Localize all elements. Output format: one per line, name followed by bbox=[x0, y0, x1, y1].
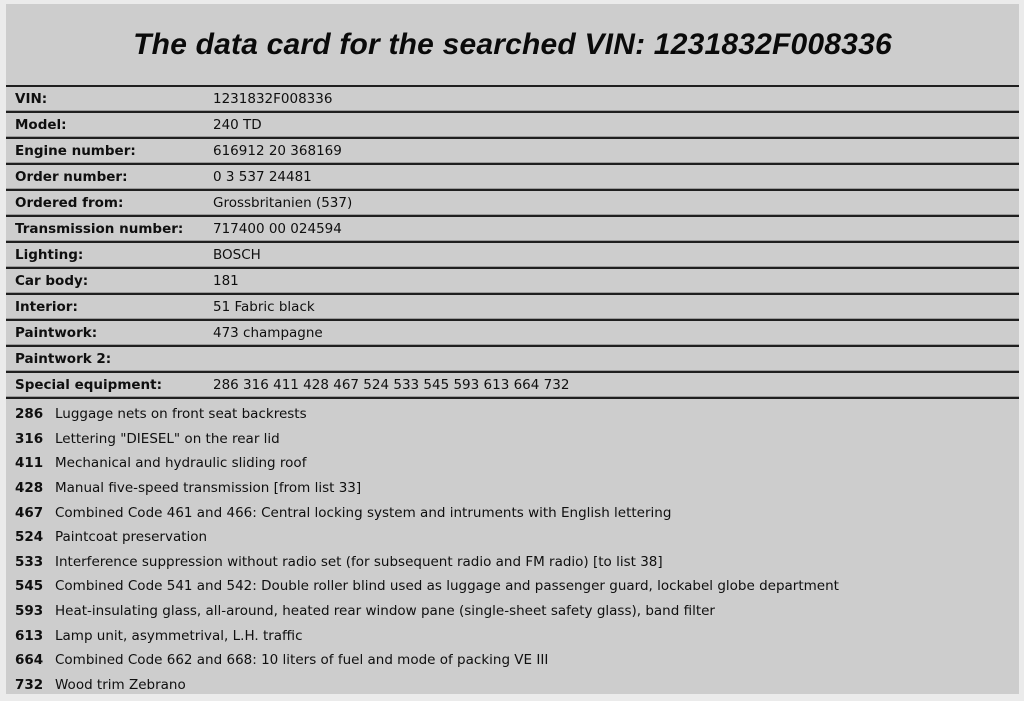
equipment-code-row bbox=[6, 574, 1019, 599]
table-row-engine-number bbox=[6, 137, 1019, 163]
equipment-code: 533 bbox=[15, 553, 44, 570]
field-value: BOSCH bbox=[213, 246, 261, 263]
equipment-code: 428 bbox=[15, 480, 44, 497]
table-row-special-equipment bbox=[6, 371, 1019, 397]
field-value: 51 Fabric black bbox=[213, 298, 315, 315]
field-value: 616912 20 368169 bbox=[213, 142, 342, 159]
equipment-code: 593 bbox=[15, 603, 44, 620]
field-value: 286 316 411 428 467 524 533 545 593 613 664 732 bbox=[213, 376, 570, 393]
equipment-code-row bbox=[6, 476, 1019, 501]
field-label: Transmission number: bbox=[15, 220, 184, 237]
equipment-code-row bbox=[6, 599, 1019, 624]
equipment-code: 664 bbox=[15, 652, 44, 669]
equipment-code-row bbox=[6, 648, 1019, 673]
table-row-ordered-from bbox=[6, 189, 1019, 215]
field-label: Car body: bbox=[15, 272, 89, 289]
field-label: Paintwork 2: bbox=[15, 350, 112, 367]
field-label: VIN: bbox=[15, 90, 48, 107]
field-label: Ordered from: bbox=[15, 194, 124, 211]
field-value: 0 3 537 24481 bbox=[213, 168, 312, 185]
equipment-code-row bbox=[6, 623, 1019, 648]
equipment-code-list bbox=[6, 399, 1019, 697]
field-label: Model: bbox=[15, 116, 67, 133]
equipment-description: Heat-insulating glass, all-around, heated rear window pane (single-sheet safety glass), band filter bbox=[55, 603, 715, 620]
equipment-description: Luggage nets on front seat backrests bbox=[55, 406, 307, 423]
equipment-description: Manual five-speed transmission [from list 33] bbox=[55, 480, 362, 497]
table-row-interior bbox=[6, 293, 1019, 319]
equipment-description: Combined Code 461 and 466: Central locking system and intruments with English lettering bbox=[55, 504, 672, 521]
vehicle-details-table bbox=[6, 85, 1019, 399]
equipment-description: Lamp unit, asymmetrival, L.H. traffic bbox=[55, 627, 303, 644]
table-row-paintwork bbox=[6, 319, 1019, 345]
equipment-description: Mechanical and hydraulic sliding roof bbox=[55, 455, 307, 472]
page-title: The data card for the searched VIN: 1231832F008336 bbox=[133, 27, 892, 61]
equipment-description: Paintcoat preservation bbox=[55, 529, 208, 546]
equipment-code-row bbox=[6, 427, 1019, 452]
field-label: Lighting: bbox=[15, 246, 84, 263]
equipment-code-row bbox=[6, 402, 1019, 427]
equipment-code-row bbox=[6, 673, 1019, 698]
field-label: Engine number: bbox=[15, 142, 136, 159]
table-row-transmission-number bbox=[6, 215, 1019, 241]
equipment-code-row bbox=[6, 451, 1019, 476]
table-row-lighting bbox=[6, 241, 1019, 267]
field-label: Paintwork: bbox=[15, 324, 98, 341]
field-label: Special equipment: bbox=[15, 376, 163, 393]
field-value: 240 TD bbox=[213, 116, 262, 133]
equipment-description: Combined Code 541 and 542: Double roller blind used as luggage and passenger guard, lockabel globe department bbox=[55, 578, 839, 595]
table-row-car-body bbox=[6, 267, 1019, 293]
equipment-code: 467 bbox=[15, 504, 44, 521]
table-row-vin bbox=[6, 85, 1019, 111]
field-value: 181 bbox=[213, 272, 239, 289]
equipment-code: 286 bbox=[15, 406, 44, 423]
equipment-code: 545 bbox=[15, 578, 44, 595]
equipment-description: Wood trim Zebrano bbox=[55, 676, 186, 693]
equipment-description: Interference suppression without radio set (for subsequent radio and FM radio) [to list 38] bbox=[55, 553, 663, 570]
equipment-code: 524 bbox=[15, 529, 44, 546]
field-label: Order number: bbox=[15, 168, 128, 185]
field-value: 1231832F008336 bbox=[213, 90, 333, 107]
equipment-code-row bbox=[6, 525, 1019, 550]
equipment-code: 732 bbox=[15, 676, 44, 693]
equipment-code-row bbox=[6, 550, 1019, 575]
equipment-description: Lettering "DIESEL" on the rear lid bbox=[55, 430, 280, 447]
equipment-code: 613 bbox=[15, 627, 44, 644]
table-row-paintwork-2 bbox=[6, 345, 1019, 371]
field-label: Interior: bbox=[15, 298, 78, 315]
data-card-page bbox=[6, 4, 1019, 694]
equipment-description: Combined Code 662 and 668: 10 liters of fuel and mode of packing VE III bbox=[55, 652, 549, 669]
table-row-model bbox=[6, 111, 1019, 137]
equipment-code: 411 bbox=[15, 455, 44, 472]
field-value: 473 champagne bbox=[213, 324, 323, 341]
title-bar bbox=[6, 4, 1019, 85]
table-row-order-number bbox=[6, 163, 1019, 189]
equipment-code: 316 bbox=[15, 430, 44, 447]
field-value: 717400 00 024594 bbox=[213, 220, 342, 237]
equipment-code-row bbox=[6, 500, 1019, 525]
field-value: Grossbritanien (537) bbox=[213, 194, 353, 211]
